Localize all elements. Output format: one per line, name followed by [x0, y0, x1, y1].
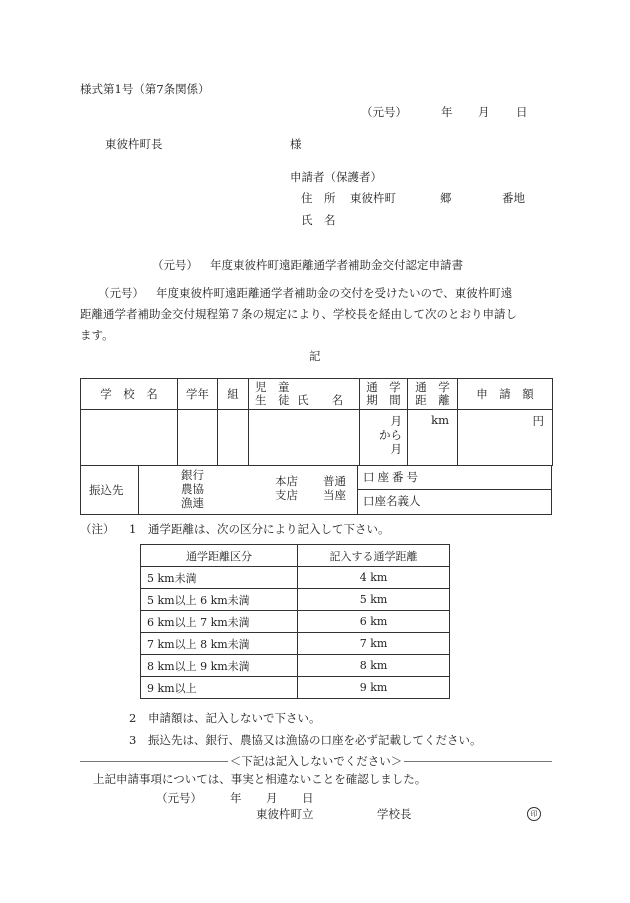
confirm-day: 日: [302, 791, 314, 805]
header-distance: [408, 379, 458, 410]
ki-label: 記: [309, 349, 321, 363]
table-row: [141, 677, 450, 699]
distance-category: 5 km未満: [141, 567, 298, 589]
header-distance-line2: 距 離: [415, 393, 450, 407]
address-banchi: 番地: [502, 191, 525, 205]
header-class: 組: [218, 379, 249, 410]
amount-unit: 円: [532, 414, 544, 428]
confirm-year: 年: [230, 791, 242, 805]
body-line-2: 距離通学者補助金交付規程第７条の規定により、学校長を経由して次のとおり申請し: [80, 307, 517, 321]
period-from: から: [379, 428, 402, 442]
table-row: [141, 567, 450, 589]
header-student-name: [249, 379, 360, 410]
header-student-suffix: 氏 名: [297, 392, 344, 407]
period-month-1: 月: [390, 414, 402, 428]
account-number-label: 口座番号: [363, 470, 421, 484]
principal-label: 学校長: [377, 807, 412, 821]
date-day: 日: [516, 105, 528, 119]
applicant-label: 申請者（保護者）: [290, 170, 382, 184]
distance-value: 7 km: [298, 633, 450, 655]
header-student-line2: 生 徒: [255, 392, 290, 407]
period-month-2: 月: [390, 442, 402, 456]
body-line-3: ます。: [80, 328, 114, 342]
distance-header-value: 記入する通学距離: [298, 545, 450, 567]
transfer-branch: 支店: [275, 488, 298, 502]
addressee-honorific: 様: [290, 137, 302, 151]
header-period: [360, 379, 408, 410]
address-go: 郷: [440, 191, 452, 205]
applicant-name-label: 氏 名: [301, 213, 336, 227]
table-row: [141, 633, 450, 655]
distance-category: 8 km以上 9 km未満: [141, 655, 298, 677]
transfer-bank: 銀行: [181, 468, 204, 482]
cell-school-name[interactable]: [81, 410, 178, 466]
distance-table: [140, 544, 450, 699]
distance-value: 5 km: [298, 589, 450, 611]
address-label: 住 所: [301, 191, 336, 205]
separator-text: ＜下記は記入しないでください＞: [229, 754, 403, 768]
table-row: [141, 611, 450, 633]
header-school-name: 学 校 名: [81, 379, 178, 410]
body-line-1: 年度東彼杵町遠距離通学者補助金の交付を受けたいので、東彼杵町遠: [156, 286, 513, 300]
cell-grade[interactable]: [178, 410, 218, 466]
cell-amount[interactable]: [458, 410, 553, 466]
note-1-number: 1: [129, 522, 137, 536]
transfer-nokyo: 農協: [181, 482, 204, 496]
header-period-line1: 通 学: [366, 380, 401, 394]
distance-value: 6 km: [298, 611, 450, 633]
confirm-month: 月: [266, 791, 278, 805]
form-number: 様式第1号（第7条関係）: [80, 82, 210, 96]
distance-value: 8 km: [298, 655, 450, 677]
title-era: （元号）: [152, 258, 198, 272]
account-holder-label: 口座名義人: [363, 494, 421, 508]
date-year: 年: [441, 105, 453, 119]
transfer-current: 当座: [323, 488, 346, 502]
distance-category: 5 km以上 6 km未満: [141, 589, 298, 611]
header-student-line1: 児 童: [255, 379, 290, 394]
header-amount: 申 請 額: [458, 379, 553, 410]
confirm-era: （元号）: [156, 791, 202, 805]
table-row: [141, 589, 450, 611]
date-era: （元号）: [361, 105, 407, 119]
cell-student-name[interactable]: [249, 410, 360, 466]
note-2-number: 2: [129, 711, 137, 725]
header-grade: 学年: [178, 379, 218, 410]
seal-icon: 印: [527, 807, 541, 821]
addressee-name: 東彼杵町長: [105, 137, 163, 151]
application-table: [80, 378, 553, 466]
distance-header-category: 通学距離区分: [141, 545, 298, 567]
transfer-label: 振込先: [89, 483, 124, 497]
transfer-head-office: 本店: [275, 474, 298, 488]
body-era: （元号）: [98, 286, 144, 300]
table-row: [141, 655, 450, 677]
distance-category: 7 km以上 8 km未満: [141, 633, 298, 655]
note-1: 通学距離は、次の区分により記入して下さい。: [148, 522, 390, 536]
note-3-number: 3: [129, 733, 137, 747]
distance-unit: km: [431, 413, 449, 427]
distance-category: 6 km以上 7 km未満: [141, 611, 298, 633]
distance-value: 4 km: [298, 567, 450, 589]
note-3: 振込先は、銀行、農協又は漁協の口座を必ず記載してください。: [148, 733, 482, 747]
distance-value: 9 km: [298, 677, 450, 699]
header-period-line2: 期 間: [366, 393, 401, 407]
header-distance-line1: 通 学: [415, 380, 450, 394]
date-month: 月: [478, 105, 490, 119]
confirm-text: 上記申請事項については、事実と相違ないことを確認しました。: [93, 772, 427, 786]
cell-distance[interactable]: [408, 410, 458, 466]
address-town: 東彼杵町: [350, 191, 396, 205]
distance-category: 9 km以上: [141, 677, 298, 699]
school-prefix: 東彼杵町立: [256, 807, 314, 821]
note-2: 申請額は、記入しないで下さい。: [148, 711, 321, 725]
notes-prefix: （注）: [80, 522, 115, 536]
transfer-ordinary: 普通: [323, 474, 346, 488]
transfer-gyoren: 漁連: [181, 496, 204, 510]
cell-period[interactable]: [360, 410, 408, 466]
document-title: 年度東彼杵町遠距離通学者補助金交付認定申請書: [210, 258, 463, 272]
cell-class[interactable]: [218, 410, 249, 466]
